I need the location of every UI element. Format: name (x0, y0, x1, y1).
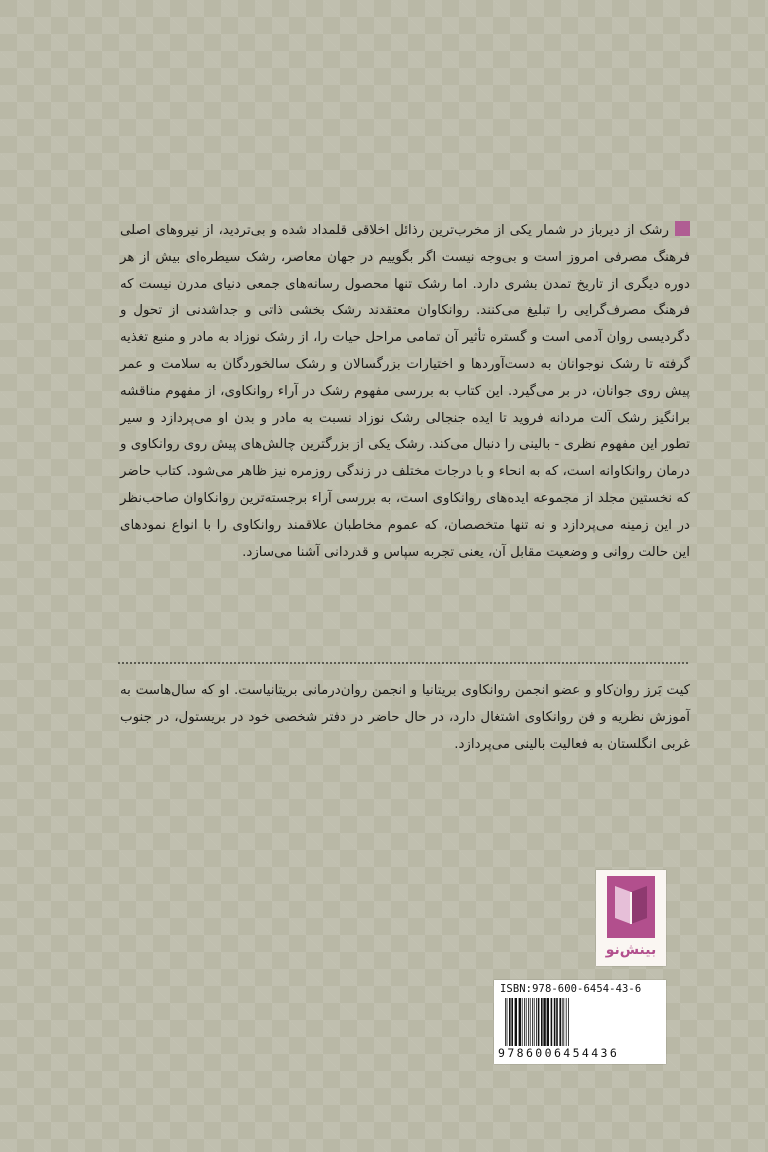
isbn-barcode-label (494, 980, 666, 1064)
barcode-bar (554, 998, 556, 1046)
barcode-bar (526, 998, 527, 1046)
description-paragraph: رشک از دیرباز در شمار یکی از مخرب‌ترین رذائل اخلاقی قلمداد شده و بی‌تردید، از نیروهای اصلی فرهنگ مصرفی امروز است و بی‌وجه نیست اگر بگوییم در جهان معاصر، رشک سیطره‌ای بیش از هر دوره دیگری از تاریخ تمدن بشری دارد. اما رشک تنها محصول رسانه‌های جمعی دنیای مدرن نیست که فرهنگ مصرف‌گرایی را تبلیغ می‌کنند. روانکاوان معتقدند رشک بخشی ذاتی و جداشدنی از تحول و دگردیسی روان آدمی است و گستره تأثیر آن تمامی مراحل حیات را، از رشک نوزاد به مادر و منبع تغذیه گرفته تا رشک نوجوانان به دست‌آوردها و اختیارات بزرگسالان و رشک سالخوردگان به سلامت و عمر پیش روی جوانان، در بر می‌گیرد. این کتاب به بررسی مفهوم رشک در آراء روانکاوی، از مفهوم مناقشه برانگیز رشک آلت مردانه فروید تا ایده جنجالی رشک نوزاد نسبت به مادر و بدن او می‌پردازد و سیر تطور این مفهوم نظری - بالینی را دنبال می‌کند. رشک یکی از بزرگترین چالش‌های پیش روی روانکاوی و درمان روانکاوانه است، که به انحاء و با درجات مختلف در زندگی روزمره نیز ظاهر می‌شود. کتاب حاضر که نخستین مجلد از مجموعه ایده‌های روانکاوی است، به بررسی آراء برجسته‌ترین روانکاوان صاحب‌نظر در این زمینه می‌پردازد و نه تنها متخصصان، که عموم مخاطبان علاقمند روانکاوی را با انواع نمودهای این حالت روانی و وضعیت مقابل آن، یعنی تجربه سپاس و قدردانی آشنا می‌سازد. (120, 223, 690, 560)
barcode-bar (519, 998, 521, 1046)
barcode-bar (562, 998, 563, 1046)
barcode-bar (522, 998, 523, 1046)
publisher-logo (596, 870, 666, 966)
barcode-bar (559, 998, 561, 1046)
barcode-bar (541, 998, 543, 1046)
publisher-name: بینش‌نو (605, 942, 657, 958)
barcode-bar (509, 998, 511, 1046)
isbn-text: ISBN:978-600-6454-43-6 (500, 983, 642, 995)
barcode-bar (530, 998, 531, 1046)
barcode-icon (504, 998, 656, 1046)
barcode-bar (551, 998, 553, 1046)
barcode-bar (507, 998, 508, 1046)
paragraph-marker (675, 221, 690, 236)
barcode-bar (563, 998, 564, 1046)
author-bio: کیت بَرز روان‌کاو و عضو انجمن روانکاوی بریتانیا و انجمن روان‌درمانی بریتانیاست. او که سال‌هاست به آموزش نظریه و فن روانکاوی اشتغال دارد، در حال حاضر در دفتر شخصی خود در بریستول، در جنوب غربی انگلستان به فعالیت بالینی می‌پردازد. (120, 683, 690, 752)
barcode-bar (534, 998, 535, 1046)
barcode-bar (524, 998, 525, 1046)
barcode-bar (547, 998, 549, 1046)
barcode-bar (556, 998, 558, 1046)
barcode-bar (538, 998, 540, 1046)
barcode-bar (515, 998, 517, 1046)
barcode-bar (505, 998, 506, 1046)
barcode-bar (566, 998, 567, 1046)
barcode-bar (511, 998, 513, 1046)
barcode-bar (543, 998, 545, 1046)
barcode-bar (528, 998, 529, 1046)
barcode-bar (532, 998, 533, 1046)
book-description (120, 218, 690, 566)
dotted-divider (118, 662, 688, 664)
barcode-bar (536, 998, 537, 1046)
barcode-digits: 9786006454436 (498, 1046, 620, 1060)
barcode-bar (568, 998, 569, 1046)
publisher-book-icon (607, 876, 655, 938)
